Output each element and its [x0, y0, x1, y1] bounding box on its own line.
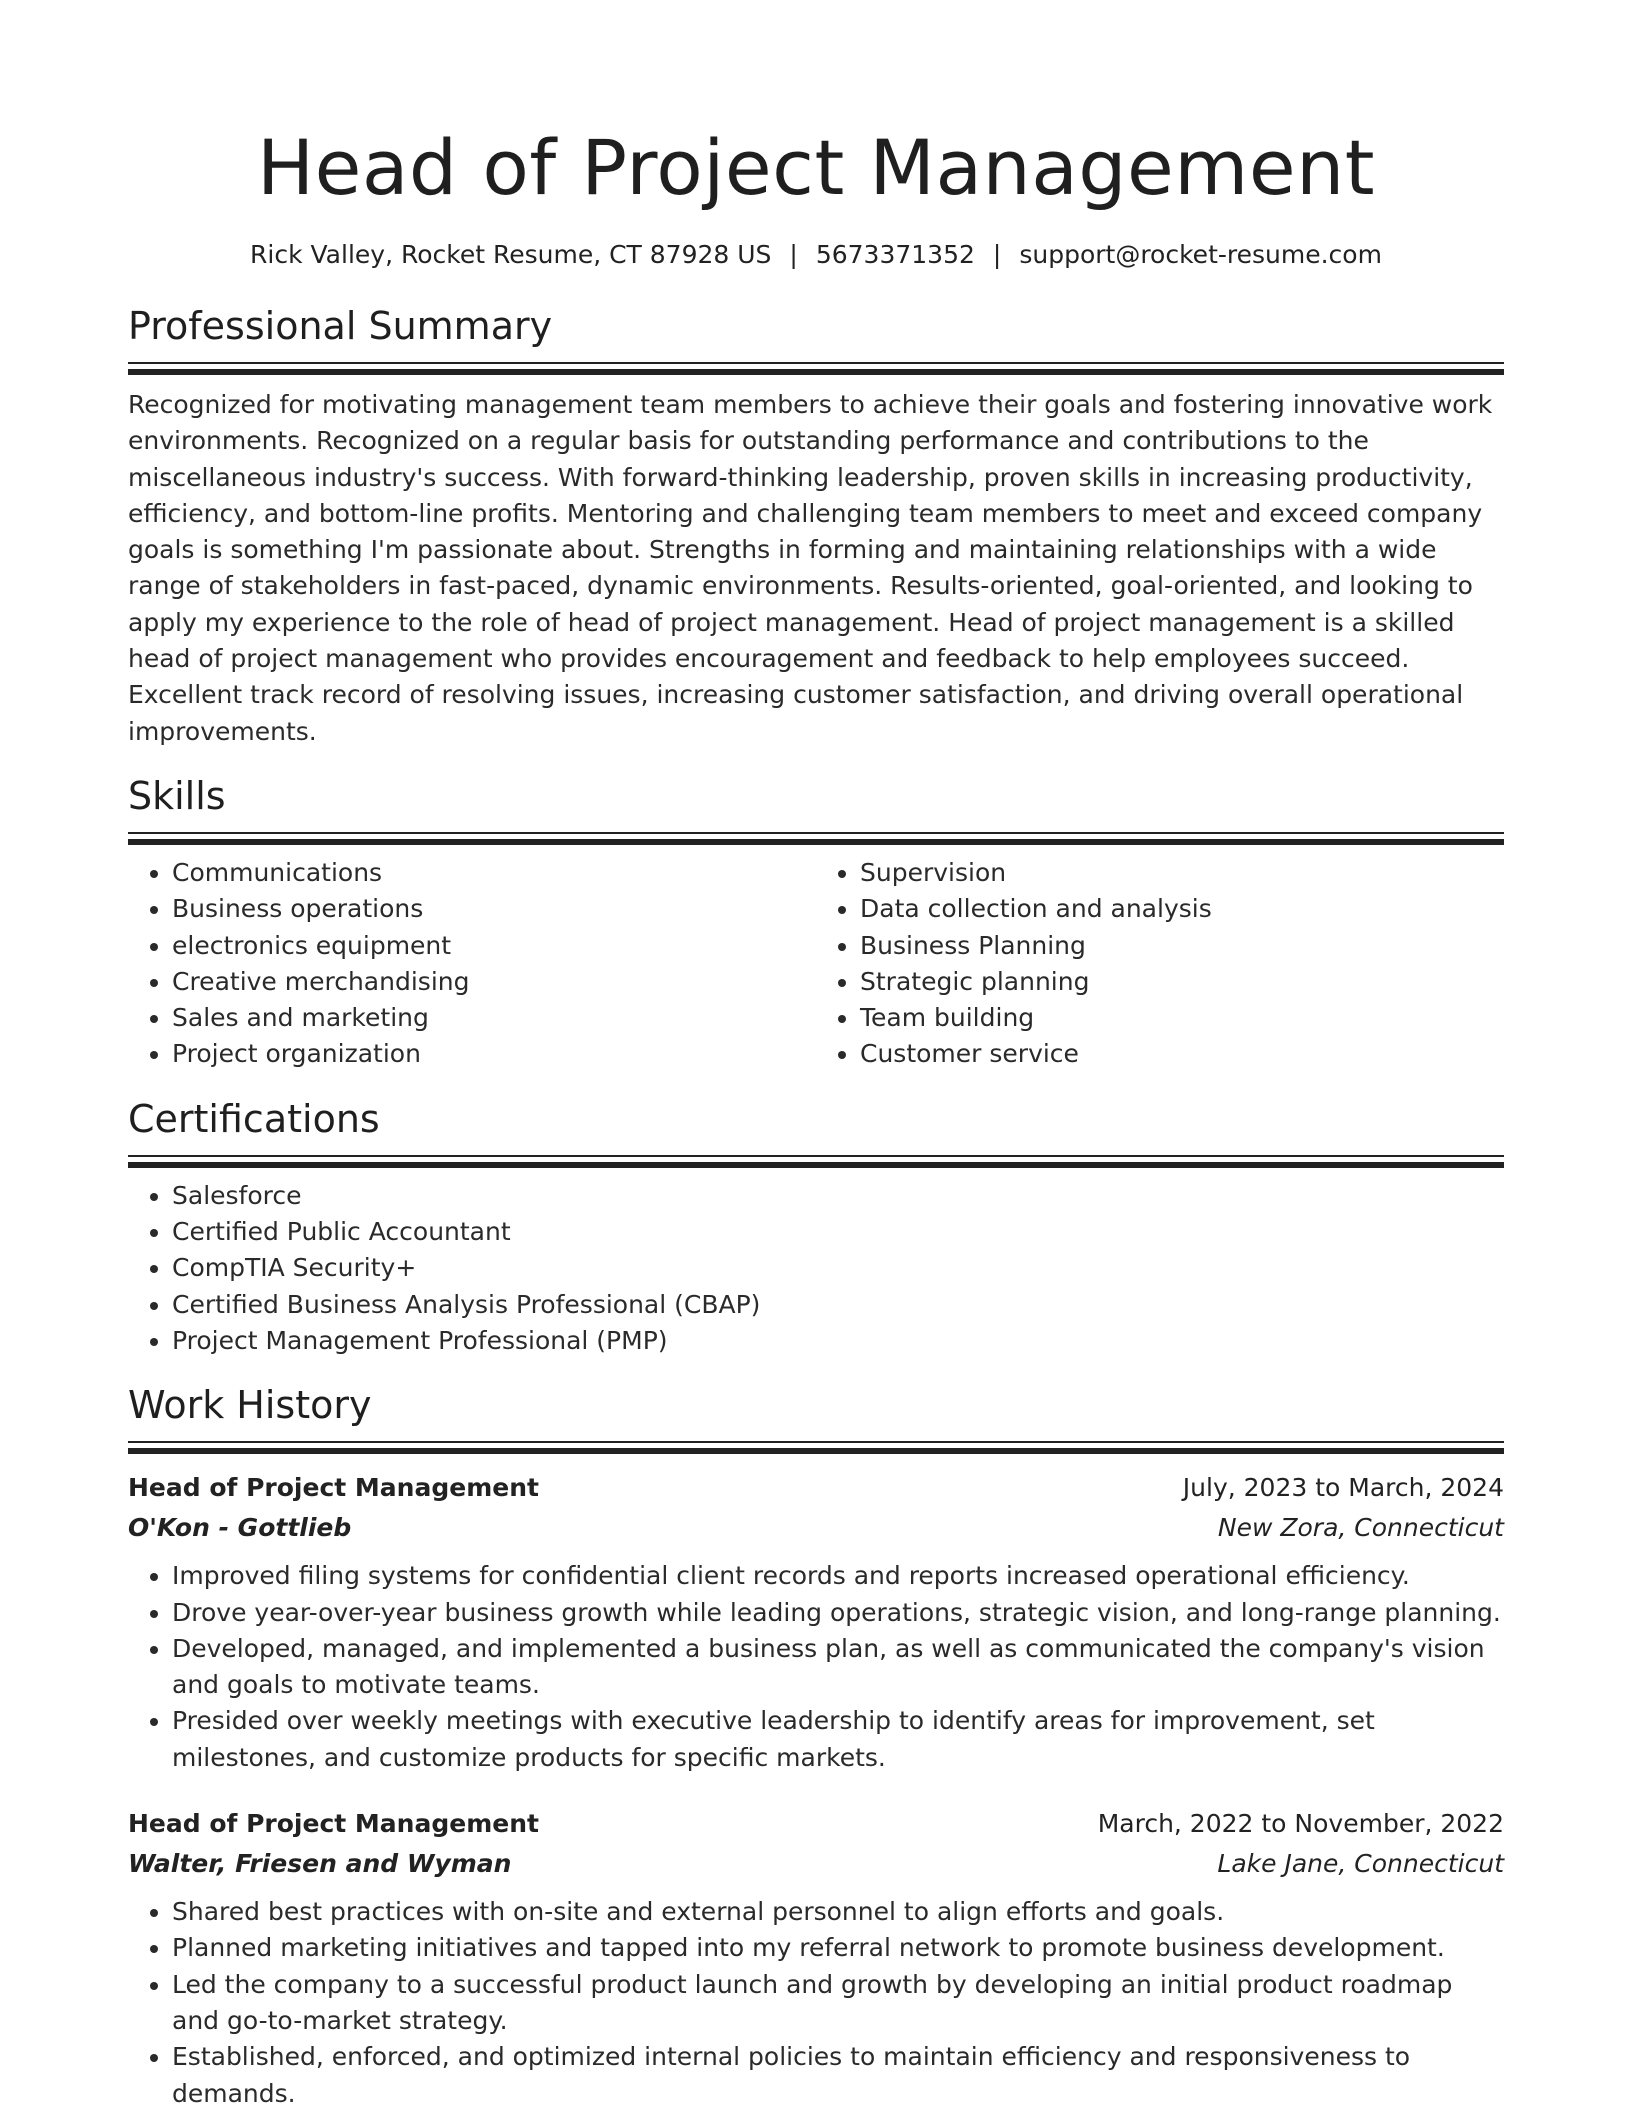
- skills-section: [128, 772, 1504, 1073]
- certification-item: • Salesforce: [172, 1178, 1504, 1214]
- certifications-list: [128, 1178, 1504, 1359]
- contact-line: [128, 238, 1504, 272]
- skill-item: • electronics equipment: [172, 928, 816, 964]
- skill-item: • Team building: [860, 1000, 1504, 1036]
- summary-text: Recognized for motivating management team members to achieve their goals and fostering innovative work environments. Recognized on a regular basis for outstanding performance and contributions to the miscellaneous industry's success. With forward-thinking leadership, proven skills in increasing productivity, efficiency, and bottom-line profits. Mentoring and challenging team members to meet and exceed company goals is something I'm passionate about. Strengths in forming and maintaining relationships with a wide range of stakeholders in fast-paced, dynamic environments. Results-oriented, goal-oriented, and looking to apply my experience to the role of head of project management. Head of project management is a skilled head of project management who provides encouragement and feedback to help employees succeed. Excellent track record of resolving issues, increasing customer satisfaction, and driving overall operational improvements.: [128, 390, 1493, 746]
- contact-phone: 5673371352: [815, 240, 975, 269]
- skills-list-right: [816, 855, 1504, 1073]
- contact-separator: |: [992, 240, 1002, 269]
- contact-separator: |: [789, 240, 798, 269]
- certification-item: • Certified Business Analysis Professional (CBAP): [172, 1287, 1504, 1323]
- skills-columns: [128, 855, 1504, 1073]
- job-bullets: [128, 1558, 1504, 1776]
- skills-heading: Skills: [128, 773, 226, 818]
- job-bullet: • Shared best practices with on-site and external personnel to align efforts and goals.: [172, 1894, 1504, 1930]
- contact-email[interactable]: support@rocket-resume.com: [1019, 240, 1382, 269]
- job-header-row: [128, 1468, 1504, 1508]
- section-divider: [128, 362, 1504, 375]
- certification-item: • CompTIA Security+: [172, 1250, 1504, 1286]
- section-divider: [128, 832, 1504, 845]
- job-dates: July, 2023 to March, 2024: [1182, 1473, 1504, 1503]
- job-bullet: • Developed, managed, and implemented a business plan, as well as communicated the company's vision and goals to motivate teams.: [172, 1631, 1504, 1704]
- job-company: Walter, Friesen and Wyman: [128, 1849, 512, 1879]
- work-history-heading: Work History: [128, 1383, 372, 1428]
- job-entry: [128, 1804, 1504, 2112]
- job-header-row: [128, 1804, 1504, 1844]
- job-company: O'Kon - Gottlieb: [128, 1513, 352, 1543]
- job-bullet: • Drove year-over-year business growth while leading operations, strategic vision, and long-range planning.: [172, 1595, 1504, 1631]
- certifications-heading: Certifications: [128, 1096, 380, 1141]
- skill-item: • Communications: [172, 855, 816, 891]
- resume-page: [128, 0, 1504, 2112]
- skill-item: • Data collection and analysis: [860, 891, 1504, 927]
- skill-item: • Sales and marketing: [172, 1000, 816, 1036]
- job-bullet: • Established, enforced, and optimized internal policies to maintain efficiency and responsiveness to demands.: [172, 2039, 1504, 2112]
- job-bullet: • Improved filing systems for confidential client records and reports increased operational efficiency.: [172, 1558, 1504, 1594]
- summary-heading: Professional Summary: [128, 304, 553, 348]
- job-entry: [128, 1468, 1504, 1776]
- skill-item: • Customer service: [860, 1036, 1504, 1072]
- job-bullet: • Planned marketing initiatives and tapped into my referral network to promote business development.: [172, 1930, 1504, 1966]
- skill-item: • Business operations: [172, 891, 816, 927]
- skill-item: • Supervision: [860, 855, 1504, 891]
- certification-item: • Project Management Professional (PMP): [172, 1323, 1504, 1359]
- job-location: Lake Jane, Connecticut: [1217, 1849, 1504, 1879]
- work-history-section: [128, 1381, 1504, 2112]
- section-divider: [128, 1441, 1504, 1454]
- job-title: Head of Project Management: [128, 1473, 539, 1503]
- job-location: New Zora, Connecticut: [1217, 1513, 1504, 1543]
- resume-name: Head of Project Management: [256, 123, 1376, 212]
- job-company-row: [128, 1508, 1504, 1548]
- certifications-section: [128, 1095, 1504, 1359]
- job-bullet: • Led the company to a successful product launch and growth by developing an initial product roadmap and go-to-market strategy.: [172, 1967, 1504, 2040]
- job-company-row: [128, 1844, 1504, 1884]
- certification-item: • Certified Public Accountant: [172, 1214, 1504, 1250]
- skill-item: • Strategic planning: [860, 964, 1504, 1000]
- job-title: Head of Project Management: [128, 1809, 539, 1839]
- job-bullet: • Presided over weekly meetings with executive leadership to identify areas for improvement, set milestones, and customize products for specific markets.: [172, 1703, 1504, 1776]
- job-dates: March, 2022 to November, 2022: [1097, 1809, 1504, 1839]
- summary-section: [128, 302, 1504, 750]
- skills-list-left: [128, 855, 816, 1073]
- skill-item: • Creative merchandising: [172, 964, 816, 1000]
- skill-item: • Project organization: [172, 1036, 816, 1072]
- skill-item: • Business Planning: [860, 928, 1504, 964]
- contact-address: Rick Valley, Rocket Resume, CT 87928 US: [250, 240, 772, 269]
- job-bullets: [128, 1894, 1504, 2112]
- section-divider: [128, 1155, 1504, 1168]
